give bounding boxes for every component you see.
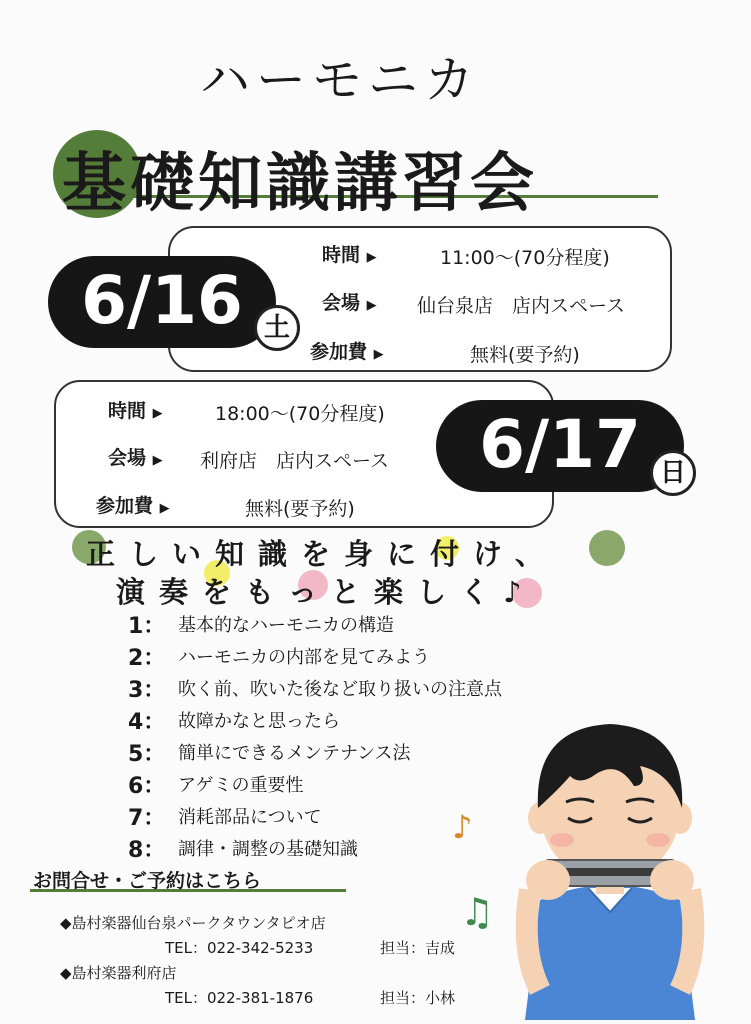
event-date-pill-1 (48, 256, 276, 348)
triangle-icon: ▶ (152, 406, 163, 421)
list-item: 4： 故障かなと思ったら (128, 709, 340, 735)
event-day-2: 日 (650, 450, 696, 496)
list-item: 7： 消耗部品について (128, 805, 322, 831)
page-title: 基礎知識講習会 (62, 147, 538, 221)
tagline-line-2: 演奏をもっと楽しく♪ (116, 575, 536, 609)
tagline-line-1: 正しい知識を身に付け、 (86, 537, 558, 571)
triangle-icon: ▶ (373, 347, 384, 362)
store-tel-1: TEL：022-342-5233 (165, 939, 314, 957)
event-venue-2: 利府店 店内スペース (200, 450, 390, 472)
event-day-1: 土 (254, 305, 300, 351)
event-venue-1: 仙台泉店 店内スペース (417, 295, 626, 317)
triangle-icon: ▶ (366, 250, 377, 265)
triangle-icon: ▶ (366, 298, 377, 313)
event-date-1: 6/16 (81, 262, 243, 339)
event-date-2: 6/17 (479, 406, 641, 483)
event-fee-1: 無料(要予約) (470, 344, 580, 366)
list-item: 8： 調律・調整の基礎知識 (128, 837, 358, 863)
event-fee-label-1: 参加費 ▶ (310, 341, 384, 363)
list-item: 6： アゲミの重要性 (128, 773, 304, 799)
contact-heading: お問合せ・ご予約はこちら (33, 870, 262, 892)
store-name-1: ◆島村楽器仙台泉パークタウンタピオ店 (60, 914, 326, 932)
subtitle: ハーモニカ (200, 51, 480, 109)
store-tel-2: TEL：022-381-1876 (165, 989, 314, 1007)
list-item: 5： 簡単にできるメンテナンス法 (128, 741, 411, 767)
event-time-label-2: 時間 ▶ (108, 400, 163, 422)
music-note-icon: ♪ (452, 808, 473, 846)
event-time-2: 18:00～(70分程度) (215, 403, 385, 425)
list-item: 3： 吹く前、吹いた後など取り扱いの注意点 (128, 677, 502, 703)
store-staff-2: 担当：小林 (380, 989, 456, 1007)
event-venue-label-2: 会場 ▶ (108, 447, 163, 469)
event-date-pill-2 (436, 400, 684, 492)
triangle-icon: ▶ (159, 501, 170, 516)
boy-playing-harmonica-illustration (510, 690, 710, 1020)
store-name-2: ◆島村楽器利府店 (60, 964, 177, 982)
list-item: 1： 基本的なハーモニカの構造 (128, 613, 394, 639)
double-music-note-icon: ♫ (460, 890, 495, 934)
event-time-label-1: 時間 ▶ (322, 244, 377, 266)
topic-list (128, 608, 502, 864)
event-time-1: 11:00～(70分程度) (440, 247, 610, 269)
event-fee-label-2: 参加費 ▶ (96, 495, 170, 517)
decor-dot (589, 530, 625, 566)
list-item: 2： ハーモニカの内部を見てみよう (128, 645, 430, 671)
triangle-icon: ▶ (152, 453, 163, 468)
event-fee-2: 無料(要予約) (245, 498, 355, 520)
store-staff-1: 担当：吉成 (380, 939, 456, 957)
event-venue-label-1: 会場 ▶ (322, 292, 377, 314)
